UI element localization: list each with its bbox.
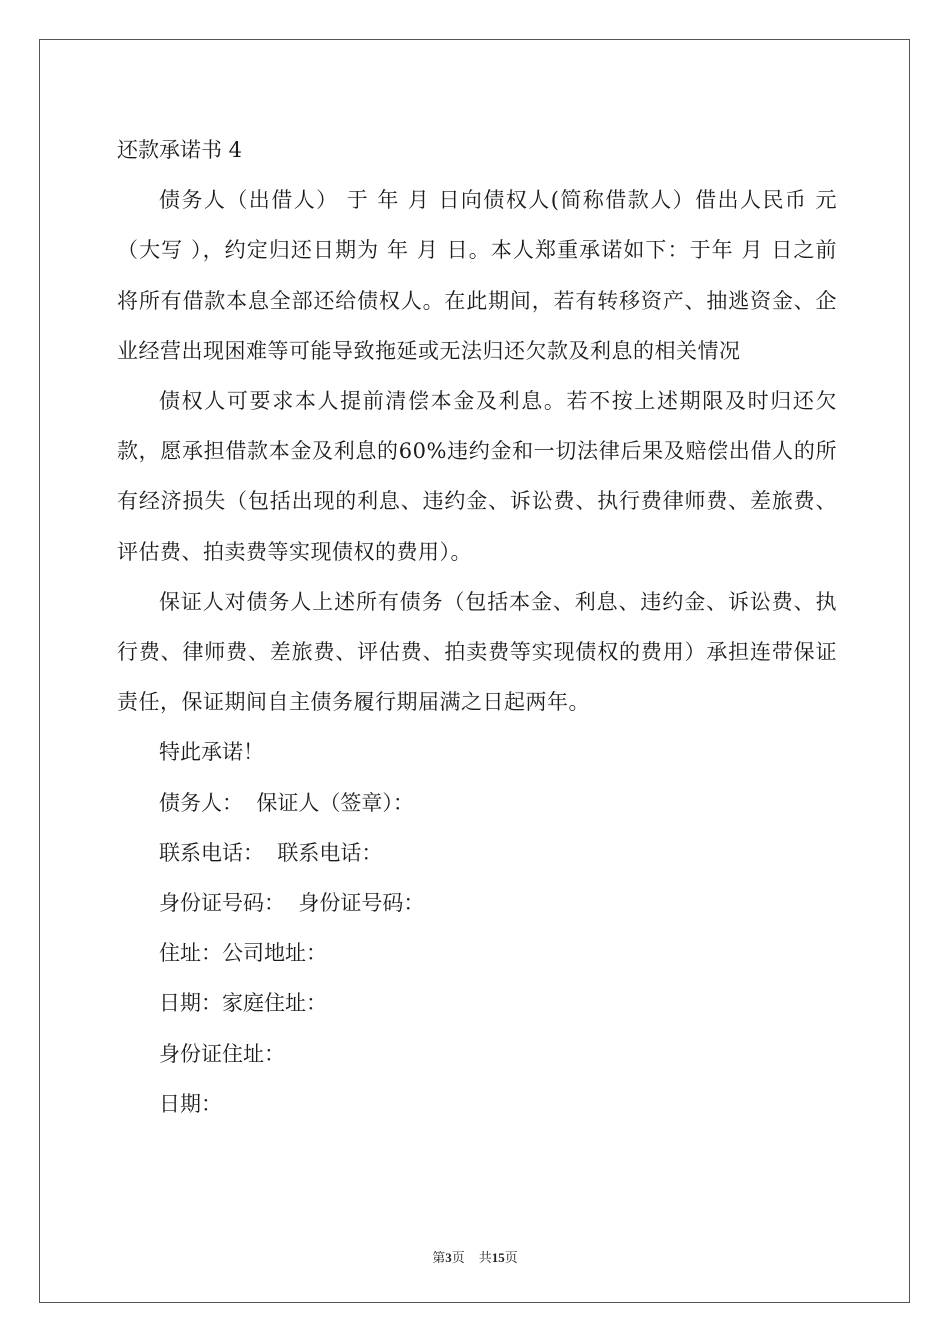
- field-id-address: 身份证住址：: [159, 1041, 285, 1066]
- field-date: 日期：: [159, 1091, 222, 1116]
- page-footer: [0, 1247, 950, 1266]
- page-current: 3: [445, 1250, 452, 1265]
- total-prefix: 共: [478, 1250, 492, 1265]
- page-total: 15: [491, 1250, 505, 1265]
- page-suffix: 页: [451, 1250, 465, 1265]
- total-suffix: 页: [504, 1250, 518, 1265]
- field-phone: 联系电话： 联系电话：: [159, 840, 383, 865]
- closing-statement: 特此承诺！: [159, 740, 264, 765]
- field-id-number: 身份证号码： 身份证号码：: [159, 891, 425, 916]
- document-body: [117, 125, 837, 1129]
- field-date-home-address: 日期：家庭住址：: [159, 991, 327, 1016]
- document-title: 还款承诺书 4: [117, 138, 243, 162]
- paragraph-loan-terms: 债务人（出借人） 于 年 月 日向债权人(简称借款人）借出人民币 元（大写 ），约定归还日期为 年 月 日。本人郑重承诺如下：于年 月 日之前将所有借款本息全部还给债权人。在此期间，若有转移资产、抽逃资金、企业经营出现困难等可能导致拖延或无法归还欠款及利息的相关情况: [117, 188, 837, 363]
- paragraph-penalty: 债权人可要求本人提前清偿本金及利息。若不按上述期限及时归还欠款，愿承担借款本金及利息的60%违约金和一切法律后果及赔偿出借人的所有经济损失（包括出现的利息、违约金、诉讼费、执行费律师费、差旅费、评估费、拍卖费等实现债权的费用）。: [117, 389, 837, 564]
- field-address-company: 住址：公司地址：: [159, 941, 327, 966]
- paragraph-guarantee: 保证人对债务人上述所有债务（包括本金、利息、违约金、诉讼费、执行费、律师费、差旅费、评估费、拍卖费等实现债权的费用）承担连带保证责任，保证期间自主债务履行期届满之日起两年。: [117, 589, 837, 715]
- page-prefix: 第: [432, 1250, 446, 1265]
- field-debtor-guarantor: 债务人： 保证人（签章）：: [159, 790, 414, 815]
